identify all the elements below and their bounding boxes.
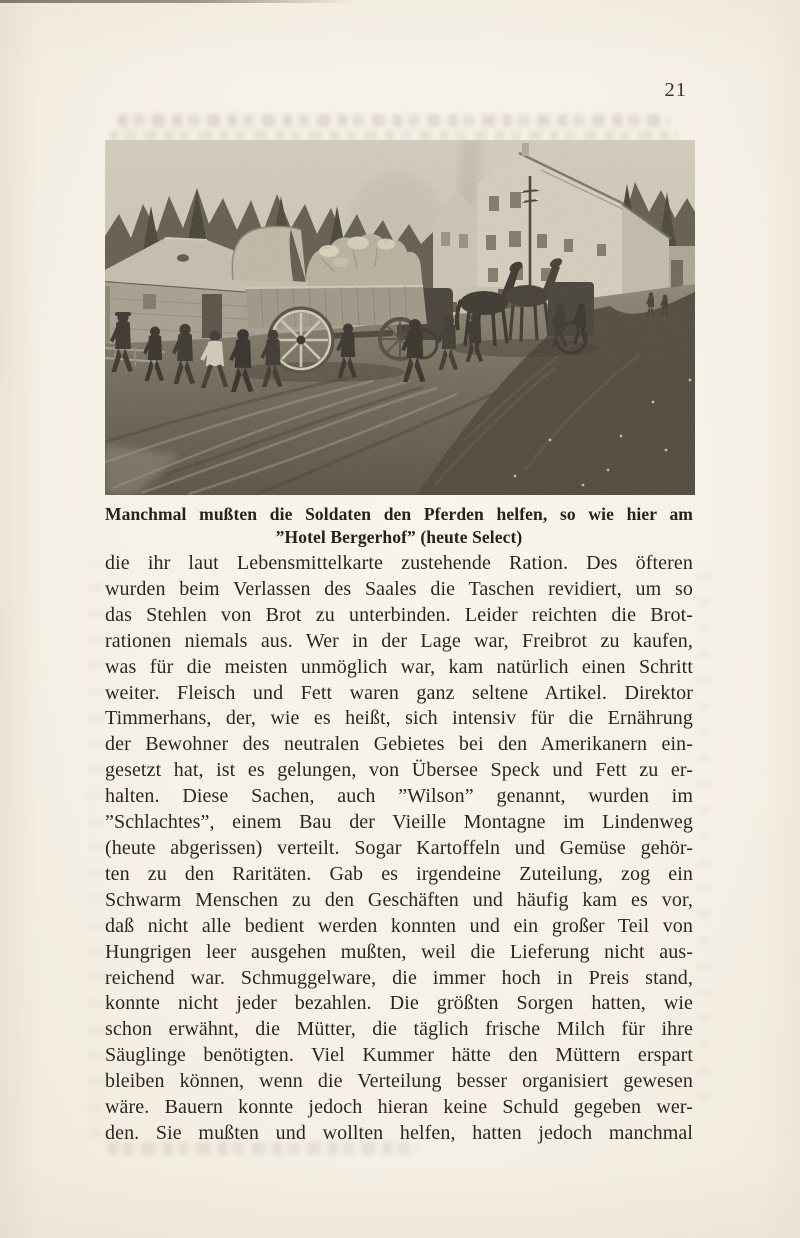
- text-line: bleiben können, wenn die Verteilung besser organisiert gewesen: [105, 1070, 693, 1093]
- photo-caption-line1: Manchmal mußten die Soldaten den Pferden helfen, so wie hier am: [105, 504, 693, 524]
- text-line: das Stehlen von Brot zu unterbinden. Leider reichten die Brot-: [105, 603, 693, 626]
- text-line: reichend war. Schmuggelware, die immer hoch in Preis stand,: [105, 966, 693, 989]
- text-line: Timmerhans, der, wie es heißt, sich intensiv für die Ernährung: [105, 707, 693, 730]
- photo-caption-line2: ”Hotel Bergerhof” (heute Select): [275, 527, 523, 547]
- text-line: den. Sie mußten und wollten helfen, hatten jedoch manchmal: [105, 1121, 693, 1144]
- text-line: wurden beim Verlassen des Saales die Taschen revidiert, um so: [105, 577, 693, 600]
- print-bleed-artifact: [118, 114, 670, 127]
- text-line: Hungrigen leer ausgehen mußten, weil die Lieferung nicht aus-: [105, 940, 693, 963]
- text-line: wäre. Bauern konnte jedoch hieran keine Schuld gegeben wer-: [105, 1096, 693, 1119]
- text-line: daß nicht alle bedient werden konnten und ein großer Teil von: [105, 914, 693, 937]
- text-line: schon erwähnt, die Mütter, die täglich frische Milch für ihre: [105, 1018, 693, 1041]
- text-line: rationen niemals aus. Wer in der Lage war, Freibrot zu kaufen,: [105, 629, 693, 652]
- photo-caption: [105, 503, 693, 549]
- text-line: gesetzt hat, ist es gelungen, von Übersee Speck und Fett zu er-: [105, 759, 693, 782]
- text-line: was für die meisten unmöglich war, kam natürlich einen Schritt: [105, 655, 693, 678]
- photo-sepia-wash: [105, 140, 695, 495]
- print-bleed-artifact: [88, 562, 104, 1137]
- text-line: weiter. Fleisch und Fett waren ganz seltene Artikel. Direktor: [105, 681, 693, 704]
- text-line: die ihr laut Lebensmittelkarte zustehende Ration. Des öfteren: [105, 552, 693, 574]
- text-line: ten zu den Raritäten. Gab es irgendeine Zuteilung, zog ein: [105, 862, 693, 885]
- photograph: [105, 140, 695, 495]
- text-line: der Bewohner des neutralen Gebietes bei den Amerikanern ein-: [105, 733, 693, 756]
- text-line: (heute abgerissen) verteilt. Sogar Kartoffeln und Gemüse gehör-: [105, 836, 693, 859]
- text-line: konnte nicht jeder bezahlen. Die größten Sorgen hatten, wie: [105, 992, 693, 1015]
- print-bleed-artifact: [697, 560, 711, 1100]
- page-number: 21: [664, 79, 687, 101]
- text-line: ”Schlachtes”, einem Bau der Vieille Montagne im Lindenweg: [105, 811, 693, 834]
- text-line: Säuglinge benötigten. Viel Kummer hätte den Müttern erspart: [105, 1044, 693, 1067]
- body-text: [105, 551, 693, 1147]
- text-line: Schwarm Menschen zu den Geschäften und häufig kam es vor,: [105, 888, 693, 911]
- text-line: halten. Diese Sachen, auch ”Wilson” genannt, wurden im: [105, 785, 693, 808]
- scan-edge-artifact: [0, 0, 354, 3]
